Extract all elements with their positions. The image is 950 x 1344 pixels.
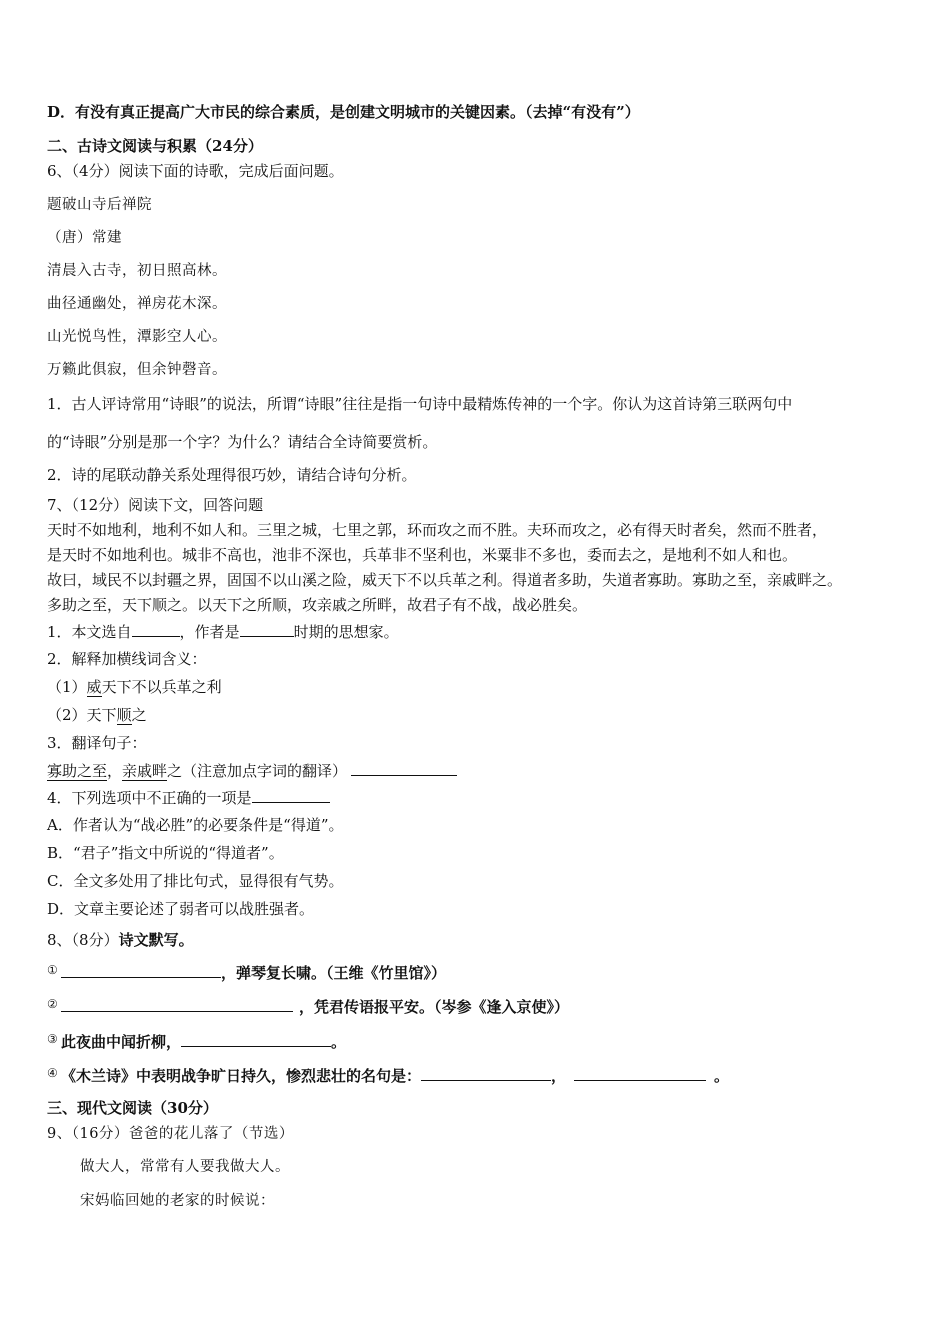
q9-stem: 9、（16分）爸爸的花儿落了（节选） xyxy=(47,1126,294,1142)
circled-number: ② xyxy=(47,997,58,1011)
q8-number: 8、（8分） xyxy=(47,931,119,949)
item-text: ，凭君传语报平安。（岑参《逢入京使》） xyxy=(299,998,570,1016)
q7-text-line: 天时不如地利，地利不如人和。三里之城，七里之郭，环而攻之而不胜。夫环而攻之，必有得天时者矣，然而不胜者， xyxy=(47,521,828,539)
underlined-word: 威 xyxy=(86,678,102,696)
item-text: 4．下列选项中不正确的一项是 xyxy=(47,789,252,807)
item-text: 。 xyxy=(331,1033,347,1051)
q6-stem: 6、（4分）阅读下面的诗歌，完成后面问题。 xyxy=(47,162,344,180)
item-text: ， xyxy=(551,1067,567,1085)
answer-blank[interactable] xyxy=(61,997,293,1012)
circled-number: ③ xyxy=(47,1032,58,1046)
q7-sub1-a: 1．本文选自 xyxy=(47,623,132,641)
q7-sub3-sentence xyxy=(47,761,457,780)
answer-blank[interactable] xyxy=(61,963,221,978)
poem-line: 曲径通幽处，禅房花木深。 xyxy=(47,296,227,312)
answer-blank[interactable] xyxy=(574,1066,706,1081)
q7-text-line: 故曰，域民不以封疆之界，固国不以山溪之险，威天下不以兵革之利。得道者多助，失道者寡助。寡助之至，亲戚畔之。 xyxy=(47,571,843,589)
item-text: 《木兰诗》中表明战争旷日持久，惨烈悲壮的名句是： xyxy=(61,1067,422,1085)
underlined-phrase: 亲戚畔 xyxy=(122,762,168,780)
answer-blank[interactable] xyxy=(132,622,180,637)
q8-item-2 xyxy=(47,997,569,1017)
q7-sub4 xyxy=(47,788,330,807)
poem-title: 题破山寺后禅院 xyxy=(47,197,152,213)
q8-stem xyxy=(47,931,194,949)
q7-text-line: 多助之至，天下顺之。以天下之所顺，攻亲戚之所畔，故君子有不战，战必胜矣。 xyxy=(47,596,588,614)
q6-sub2: 2．诗的尾联动静关系处理得很巧妙，请结合诗句分析。 xyxy=(47,466,417,484)
q9-paragraph: 宋妈临回她的老家的时候说： xyxy=(80,1193,275,1209)
option-b: B．“君子”指文中所说的“得道者”。 xyxy=(47,844,284,862)
poem-author: （唐）常建 xyxy=(47,230,122,246)
section-2-title: 二、古诗文阅读与积累（24分） xyxy=(47,137,263,155)
underlined-phrase: 寡助之至 xyxy=(47,762,108,780)
q7-sub1 xyxy=(47,622,399,641)
item-text: 此夜曲中闻折柳， xyxy=(61,1033,182,1051)
section-3-title: 三、现代文阅读（30分） xyxy=(47,1099,218,1117)
option-a: A．作者认为“战必胜”的必要条件是“得道”。 xyxy=(47,816,344,834)
answer-blank[interactable] xyxy=(351,761,457,776)
q8-title: 诗文默写。 xyxy=(118,931,194,949)
q9-paragraph: 做大人，常常有人要我做大人。 xyxy=(80,1159,290,1175)
q8-item-4 xyxy=(47,1066,729,1086)
poem-line: 山光悦鸟性，潭影空人心。 xyxy=(47,329,227,345)
q5-option-d: D．有没有真正提高广大市民的综合素质，是创建文明城市的关键因素。（去掉“有没有”） xyxy=(47,103,640,121)
q7-sub2-item2 xyxy=(47,706,147,724)
q7-sub1-c: 时期的思想家。 xyxy=(293,623,399,641)
q8-item-3 xyxy=(47,1032,346,1052)
answer-blank[interactable] xyxy=(252,788,330,803)
answer-blank[interactable] xyxy=(181,1032,331,1047)
poem-line: 万籁此俱寂，但余钟磬音。 xyxy=(47,362,227,378)
q7-stem: 7、（12分）阅读下文，回答问题 xyxy=(47,496,264,514)
item-text: 。 xyxy=(714,1067,730,1085)
q7-sub1-b: ，作者是 xyxy=(179,623,240,641)
q7-sub3: 3．翻译句子： xyxy=(47,734,147,752)
option-c: C．全文多处用了排比句式，显得很有气势。 xyxy=(47,872,344,890)
item-text: ，弹琴复长啸。（王维《竹里馆》） xyxy=(221,964,447,982)
answer-blank[interactable] xyxy=(421,1066,551,1081)
answer-blank[interactable] xyxy=(240,622,294,637)
circled-number: ④ xyxy=(47,1066,58,1080)
item-text: 天下不以兵革之利 xyxy=(101,678,222,696)
poem-line: 清晨入古寺，初日照高林。 xyxy=(47,263,227,279)
item-text: 之（注意加点字词的翻译） xyxy=(167,762,348,780)
q6-sub1-line1: 1．古人评诗常用“诗眼”的说法，所谓“诗眼”往往是指一句诗中最精炼传神的一个字。你认为这首诗第三联两句中 xyxy=(47,395,793,413)
circled-number: ① xyxy=(47,963,58,977)
q7-sub2-item1 xyxy=(47,678,222,696)
item-prefix: （2）天下 xyxy=(47,706,117,724)
option-d: D．文章主要论述了弱者可以战胜强者。 xyxy=(47,900,315,918)
underlined-word: 顺 xyxy=(116,706,132,724)
comma: ， xyxy=(107,762,123,780)
q6-sub1-line2: 的“诗眼”分别是那一个字？为什么？请结合全诗简要赏析。 xyxy=(47,433,438,451)
q8-item-1 xyxy=(47,963,446,983)
item-prefix: （1） xyxy=(47,678,87,696)
q7-sub2: 2．解释加横线词含义： xyxy=(47,650,207,668)
item-text: 之 xyxy=(131,706,147,724)
q7-text-line: 是天时不如地利也。城非不高也，池非不深也，兵革非不坚利也，米粟非不多也，委而去之，是地利不如人和也。 xyxy=(47,546,798,564)
